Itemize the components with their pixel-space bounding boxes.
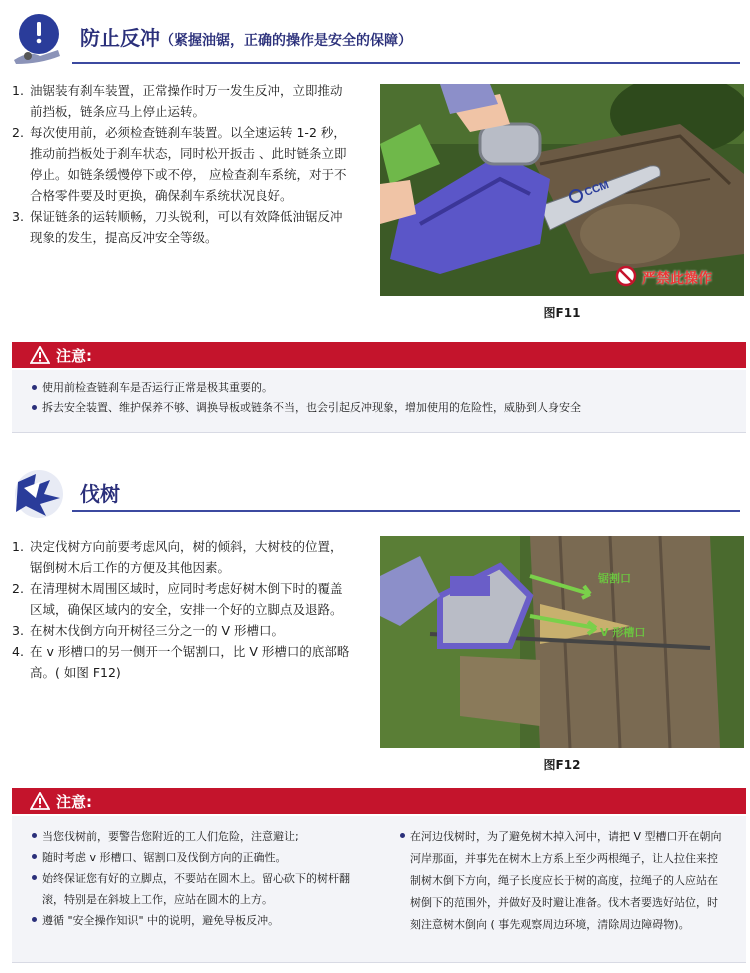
step-item xyxy=(12,620,350,641)
chainsaw-kickback-illustration xyxy=(380,84,744,296)
step-item xyxy=(12,206,350,248)
warning-item: 遵循 "安全操作知识" 中的说明，避免导板反冲。 xyxy=(30,910,370,931)
step-number: 4. xyxy=(12,644,24,659)
warning-list xyxy=(30,826,370,931)
warning-item: 当您伐树前，要警告您附近的工人们危险，注意避让; xyxy=(30,826,370,847)
step-number: 2. xyxy=(12,125,24,140)
photo-f12 xyxy=(380,536,744,748)
warning-box xyxy=(12,370,746,433)
step-number: 1. xyxy=(12,83,24,98)
felling-steps-list xyxy=(12,536,350,683)
figure-caption-f11: 图F11 xyxy=(543,306,581,320)
step-item xyxy=(12,122,350,206)
step-item xyxy=(12,578,350,620)
warning-box xyxy=(12,816,746,963)
step-item xyxy=(12,536,350,578)
warning-list xyxy=(398,826,728,936)
step-number: 1. xyxy=(12,539,24,554)
prohibit-label: 严禁此操作 xyxy=(642,271,712,287)
warning-item: 随时考虑 v 形槽口、锯割口及伐倒方向的正确性。 xyxy=(30,847,370,868)
brand-logo: CCM xyxy=(582,178,611,199)
photo-f11 xyxy=(380,84,744,296)
warning-triangle-icon xyxy=(30,346,50,364)
warning-bar xyxy=(12,342,746,368)
step-item xyxy=(12,80,350,122)
figure-caption-f12: 图F12 xyxy=(543,758,581,772)
kickback-warning-icon xyxy=(10,12,68,64)
step-number: 3. xyxy=(12,209,24,224)
step-text: 决定伐树方向前要考虑风向，树的倾斜，大树枝的位置，锯倒树木后工作的方便及其他因素。 xyxy=(30,539,343,575)
warning-item: 使用前检查链刹车是否运行正常是极其重要的。 xyxy=(30,378,730,398)
cut-label: 锯割口 xyxy=(598,572,631,585)
warning-item: 在河边伐树时，为了避免树木掉入河中，请把 V 型槽口开在朝向河岸那面，并事先在树木上方系上至少两根绳子，让人拉住来控制树木倒下方向，绳子长度应长于树的高度，拉绳子的人应站在树倒下的范围外，并做好及时避让准备。伐木者要选好站位，时刻注意树木倒向 ( 事先观察周边环境，清除周边障碍物)。 xyxy=(398,826,728,936)
tree-felling-icon xyxy=(10,468,68,520)
section-header-kickback xyxy=(0,8,750,68)
warning-triangle-icon xyxy=(30,792,50,810)
step-text: 在树木伐倒方向开树径三分之一的 V 形槽口。 xyxy=(30,623,284,638)
section-title: 防止反冲（紧握油锯，正确的操作是安全的保障） xyxy=(80,26,412,50)
warning-item: 始终保证您有好的立脚点，不要站在圆木上。留心砍下的树杆翻滚，特别是在斜坡上工作，应站在圆木的上方。 xyxy=(30,868,370,910)
warning-label: 注意: xyxy=(56,347,92,365)
step-number: 2. xyxy=(12,581,24,596)
step-text: 在清理树木周围区域时，应同时考虑好树木倒下时的覆盖区域，确保区域内的安全，安排一个好的立脚点及退路。 xyxy=(30,581,343,617)
notch-label: V 形槽口 xyxy=(600,626,646,639)
step-text: 在 v 形槽口的另一侧开一个锯割口，比 V 形槽口的底部略高。( 如图 F12) xyxy=(30,644,350,680)
section-header-felling xyxy=(0,464,750,524)
warning-list xyxy=(30,378,730,418)
warning-bar xyxy=(12,788,746,814)
warning-label: 注意: xyxy=(56,793,92,811)
step-item xyxy=(12,641,350,683)
step-text: 保证链条的运转顺畅，刀头锐利，可以有效降低油锯反冲现象的发生，提高反冲安全等级。 xyxy=(30,209,343,245)
warning-item: 拆去安全装置、维护保养不够、调换导板或链条不当，也会引起反冲现象，增加使用的危险性，威胁到人身安全 xyxy=(30,398,730,418)
section-title: 伐树 xyxy=(80,482,120,506)
tree-notch-illustration xyxy=(380,536,744,748)
kickback-steps-list xyxy=(12,80,350,248)
step-text: 每次使用前，必须检查链刹车装置。以全速运转 1-2 秒，推动前挡板处于刹车状态，同时松开扳击 、此时链条立即停止。如链条缓慢停下或不停， 应检查刹车系统，对于不合格零件要及时更换，确保刹车系统状况良好。 xyxy=(30,125,347,203)
section-divider xyxy=(72,62,740,64)
step-number: 3. xyxy=(12,623,24,638)
section-divider xyxy=(72,510,740,512)
step-text: 油锯装有刹车装置，正常操作时万一发生反冲，立即推动前挡板，链条应马上停止运转。 xyxy=(30,83,343,119)
